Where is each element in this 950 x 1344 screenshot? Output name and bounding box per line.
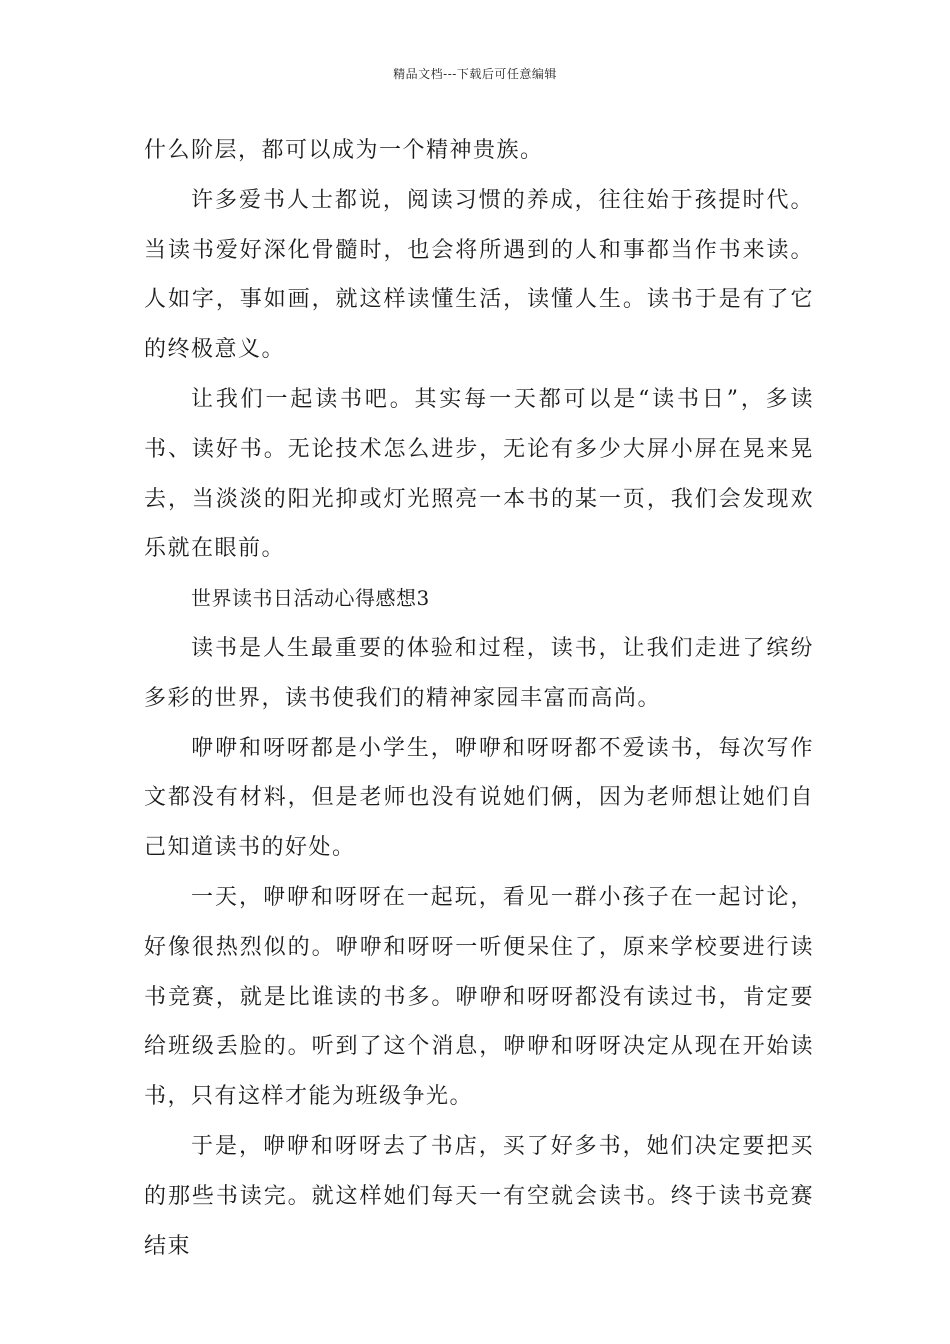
page-header: 精品文档---下载后可任意编辑: [393, 67, 557, 81]
paragraph: 咿咿和呀呀都是小学生，咿咿和呀呀都不爱读书，每次写作文都没有材料，但是老师也没有说她们俩，因为老师想让她们自己知道读书的好处。: [144, 735, 814, 861]
section-heading: 世界读书日活动心得感想3: [191, 586, 430, 611]
document-body: [144, 126, 814, 1271]
paragraph: 什么阶层，都可以成为一个精神贵族。: [144, 138, 544, 163]
paragraph: 读书是人生最重要的体验和过程，读书，让我们走进了缤纷多彩的世界，读书使我们的精神家园丰富而高尚。: [144, 635, 814, 711]
paragraph: 于是，咿咿和呀呀去了书店，买了好多书，她们决定要把买的那些书读完。就这样她们每天一有空就会读书。终于读书竞赛结束: [144, 1133, 814, 1259]
paragraph: 让我们一起读书吧。其实每一天都可以是“读书日”，多读书、读好书。无论技术怎么进步，无论有多少大屏小屏在晃来晃去，当淡淡的阳光抑或灯光照亮一本书的某一页，我们会发现欢乐就在眼前。: [144, 386, 814, 562]
paragraph: 许多爱书人士都说，阅读习惯的养成，往往始于孩提时代。当读书爱好深化骨髓时，也会将所遇到的人和事都当作书来读。人如字，事如画，就这样读懂生活，读懂人生。读书于是有了它的终极意义。: [144, 187, 814, 363]
paragraph: 一天，咿咿和呀呀在一起玩，看见一群小孩子在一起讨论，好像很热烈似的。咿咿和呀呀一听便呆住了，原来学校要进行读书竞赛，就是比谁读的书多。咿咿和呀呀都没有读过书，肯定要给班级丢脸的。听到了这个消息，咿咿和呀呀决定从现在开始读书，只有这样才能为班级争光。: [144, 884, 814, 1110]
